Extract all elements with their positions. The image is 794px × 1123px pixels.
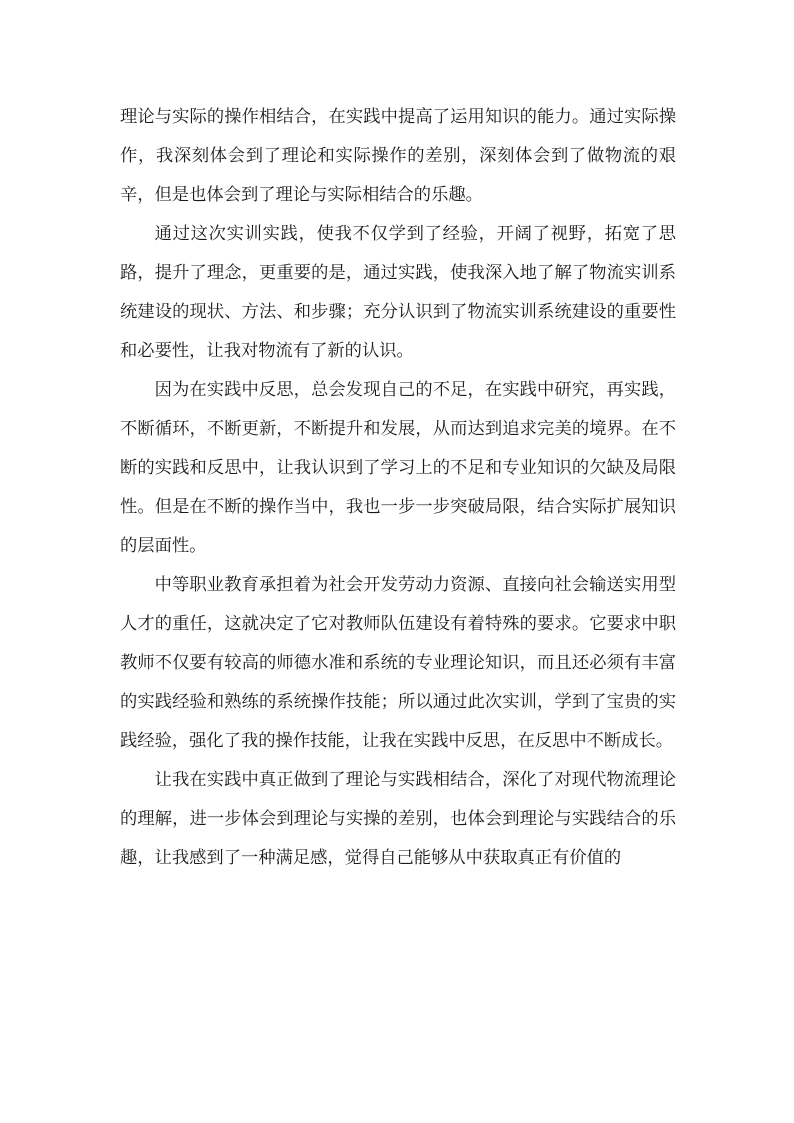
paragraph-3: 因为在实践中反思，总会发现自己的不足，在实践中研究，再实践，不断循环，不断更新，不断提升和发展，从而达到追求完美的境界。在不断的实践和反思中，让我认识到了学习上的不足和专业知识的欠缺及局限性。但是在不断的操作当中，我也一步一步突破局限，结合实际扩展知识的层面性。 <box>120 380 676 556</box>
document-body <box>120 98 676 878</box>
paragraph-1: 理论与实际的操作相结合，在实践中提高了运用知识的能力。通过实际操作，我深刻体会到了理论和实际操作的差别，深刻体会到了做物流的艰辛，但是也体会到了理论与实际相结合的乐趣。 <box>120 107 676 205</box>
paragraph-4: 中等职业教育承担着为社会开发劳动力资源、直接向社会输送实用型人才的重任，这就决定了它对教师队伍建设有着特殊的要求。它要求中职教师不仅要有较高的师德水准和系统的专业理论知识，而且还必须有丰富的实践经验和熟练的系统操作技能；所以通过此次实训，学到了宝贵的实践经验，强化了我的操作技能，让我在实践中反思，在反思中不断成长。 <box>120 575 676 751</box>
paragraph-5: 让我在实践中真正做到了理论与实践相结合，深化了对现代物流理论的理解，进一步体会到理论与实操的差别，也体会到理论与实践结合的乐趣，让我感到了一种满足感，觉得自己能够从中获取真正有价值的 <box>120 770 676 868</box>
paragraph-2: 通过这次实训实践，使我不仅学到了经验，开阔了视野，拓宽了思路，提升了理念，更重要的是，通过实践，使我深入地了解了物流实训系统建设的现状、方法、和步骤；充分认识到了物流实训系统建设的重要性和必要性，让我对物流有了新的认识。 <box>120 224 676 361</box>
